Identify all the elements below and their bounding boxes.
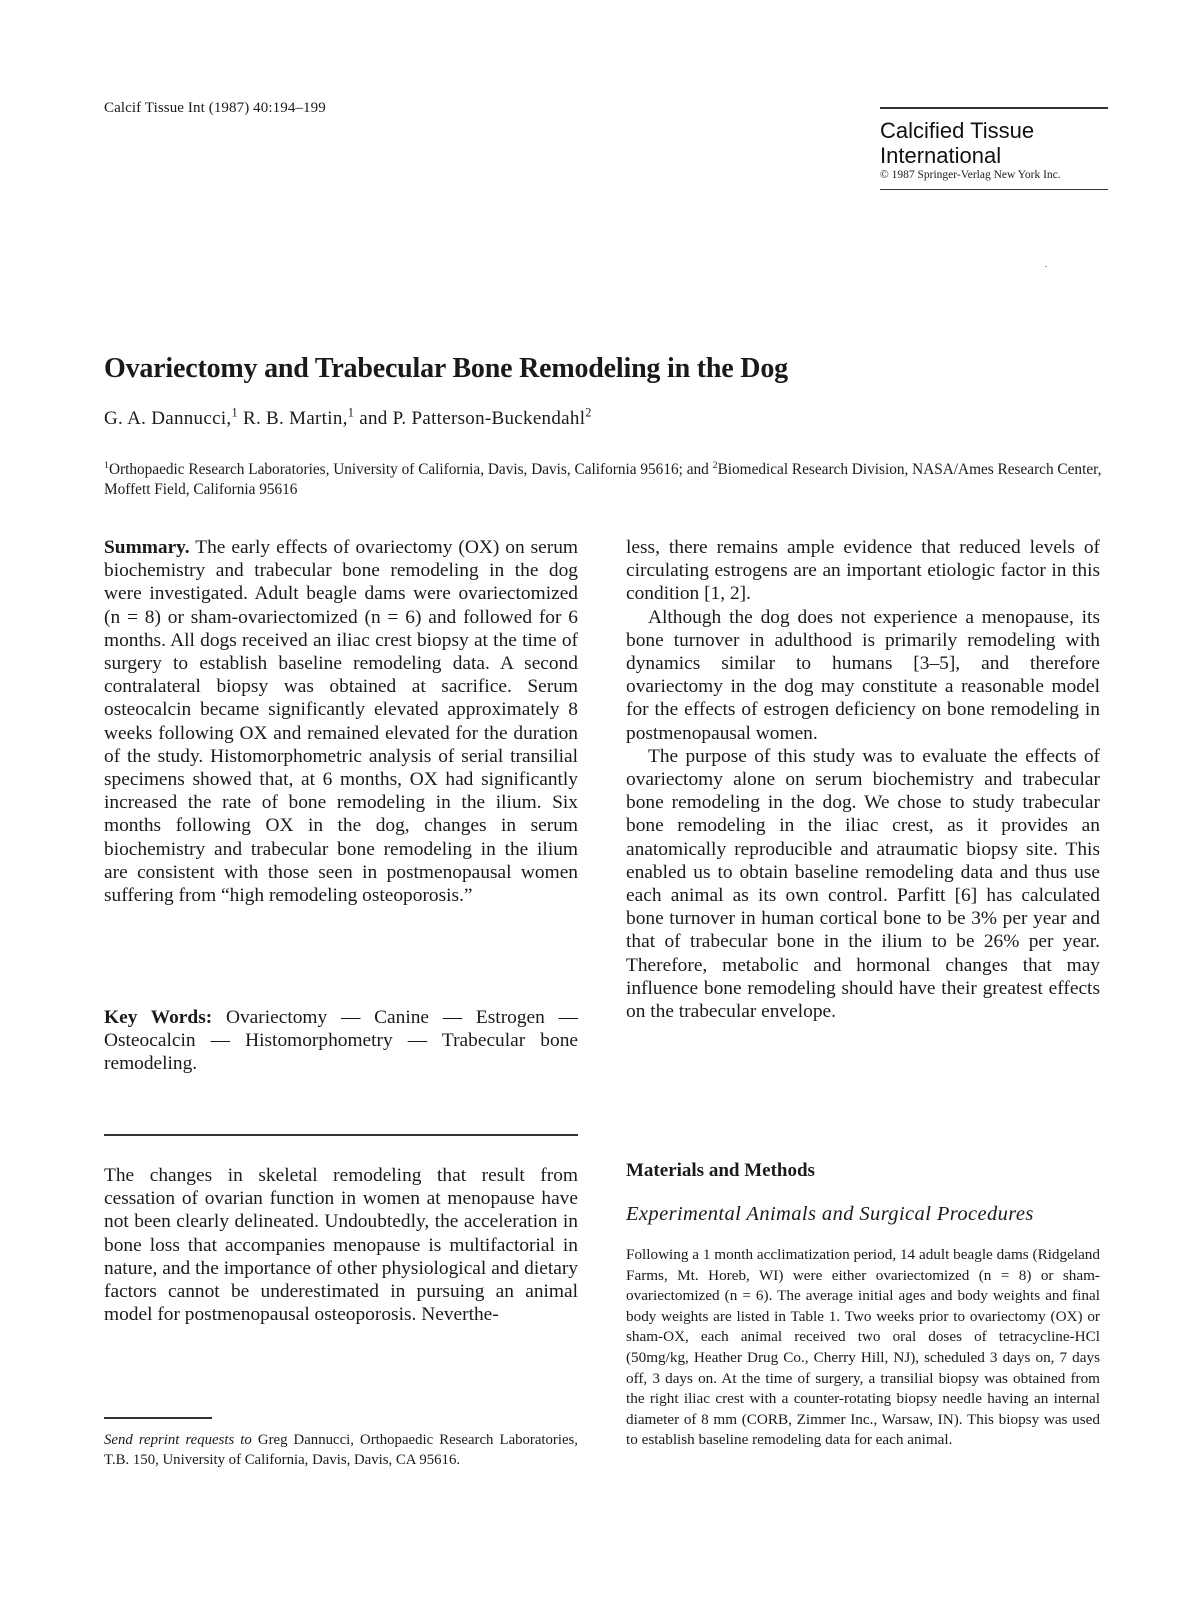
summary-block [104, 536, 578, 907]
section-heading-methods: Materials and Methods [626, 1160, 815, 1181]
affil-text-1: Orthopaedic Research Laboratories, University of California, Davis, Davis, California 95616; and [108, 461, 713, 478]
author-affil-marker: 1 [231, 405, 238, 420]
running-head: Calcif Tissue Int (1987) 40:194–199 [104, 100, 326, 116]
footnote-label: Send reprint requests to [104, 1432, 252, 1448]
scan-speck [1045, 266, 1047, 267]
summary-label: Summary. [104, 537, 190, 558]
journal-name [880, 118, 1108, 168]
intro-right [626, 536, 1100, 1023]
author-affil-marker: 1 [347, 405, 355, 420]
author-name: R. B. Martin, [237, 408, 348, 429]
author-list [104, 405, 592, 430]
footnote-rule [104, 1417, 212, 1419]
methods-paragraph: Following a 1 month acclimatization period, 14 adult beagle dams (Ridgeland Farms, Mt. Horeb, WI) were either ovariectomized (n = 8) or sham-ovariectomized (n = 6). The average initial ages and body weights and final body weights are listed in Table 1. Two weeks prior to ovariectomy (OX) or sham-OX, each animal received two oral doses of tetracycline-HCl (50mg/kg, Heather Drug Co., Cherry Hill, NJ), scheduled 3 days on, 7 days off, 3 days on. At the time of surgery, a transilial biopsy was obtained from the right iliac crest with a counter-rotating biopsy needle having an internal diameter of 8 mm (CORB, Zimmer Inc., Warsaw, IN). This biopsy was used to establish baseline remodeling data for each animal. [626, 1246, 1100, 1449]
reprint-footnote [104, 1431, 578, 1470]
keywords-block [104, 1006, 578, 1076]
abstract-divider [104, 1134, 578, 1136]
keywords-label: Key Words: [104, 1007, 213, 1028]
intro-paragraph-2: Although the dog does not experience a menopause, its bone turnover in adulthood is primarily remodeling with dynamics similar to humans [3–5], and therefore ovariectomy in the dog may constitute a reasonable model for the effects of estrogen deficiency on bone remodeling in postmenopausal women. [626, 606, 1100, 744]
journal-name-line1: Calcified Tissue [880, 117, 1035, 143]
affiliations [104, 460, 1104, 500]
affil-text-2: Biomedical Research Division, NASA/Ames Research Center, Moffett Field, California 95616 [104, 461, 1102, 498]
masthead-bottom-rule [880, 189, 1108, 191]
keywords-text: Ovariectomy — Canine — Estrogen — Osteocalcin — Histomorphometry — Trabecular bone remodeling. [104, 1007, 578, 1075]
summary-text: The early effects of ovariectomy (OX) on serum biochemistry and trabecular bone remodeling in the dog were investigated. Adult beagle dams were ovariectomized (n = 8) or sham-ovariectomized (n = 6) and followed for 6 months. All dogs received an iliac crest biopsy at the time of surgery to establish baseline remodeling data. A second contralateral biopsy was obtained at sacrifice. Serum osteocalcin became significantly elevated approximately 8 weeks following OX and remained elevated for the duration of the study. Histomorphometric analysis of serial transilial specimens showed that, at 6 months, OX had significantly increased the rate of bone remodeling in the ilium. Six months following OX in the dog, changes in serum biochemistry and trabecular bone remodeling in the ilium are consistent with those seen in postmenopausal women suffering from “high remodeling osteoporosis.” [104, 537, 578, 907]
journal-masthead [880, 107, 1108, 190]
keywords-paragraph [104, 1006, 578, 1076]
affil-marker-1: 1 [104, 459, 109, 471]
author-affil-marker: 2 [585, 405, 592, 420]
author-name: G. A. Dannucci, [104, 408, 232, 429]
author-name: and P. Patterson-Buckendahl [354, 408, 586, 429]
intro-paragraph-1: The changes in skeletal remodeling that result from cessation of ovarian function in women at menopause have not been clearly delineated. Undoubtedly, the acceleration in bone loss that accompanies menopause is multifactorial in nature, and the importance of other physiological and dietary factors cannot be underestimated in pursuing an animal model for postmenopausal osteoporosis. Neverthe- [104, 1165, 578, 1326]
affil-marker-2: 2 [712, 459, 718, 471]
intro-paragraph-3: The purpose of this study was to evaluate the effects of ovariectomy alone on serum biochemistry and trabecular bone remodeling in the dog. We chose to study trabecular bone remodeling in the iliac crest, as it provides an anatomically reproducible and atraumatic biopsy site. This enabled us to obtain baseline remodeling data and thus use each animal as its own control. Parfitt [6] has calculated bone turnover in human cortical bone to be 3% per year and that of trabecular bone in the ilium to be 26% per year. Therefore, metabolic and hormonal changes that may influence bone remodeling should have their greatest effects on the trabecular envelope. [626, 745, 1100, 1023]
footnote-text: Greg Dannucci, Orthopaedic Research Laboratories, T.B. 150, University of California, Davis, Davis, CA 95616. [104, 1432, 578, 1468]
journal-name-line2: International [880, 142, 1002, 168]
subsection-heading: Experimental Animals and Surgical Procedures [626, 1203, 1034, 1225]
copyright-notice: © 1987 Springer-Verlag New York Inc. [880, 168, 1061, 181]
article-title: Ovariectomy and Trabecular Bone Remodeling in the Dog [104, 353, 788, 384]
masthead-top-rule [880, 107, 1108, 109]
intro-paragraph-1-cont: less, there remains ample evidence that reduced levels of circulating estrogens are an important etiologic factor in this condition [1, 2]. [626, 537, 1100, 605]
intro-left [104, 1164, 578, 1326]
summary-paragraph [104, 536, 578, 907]
